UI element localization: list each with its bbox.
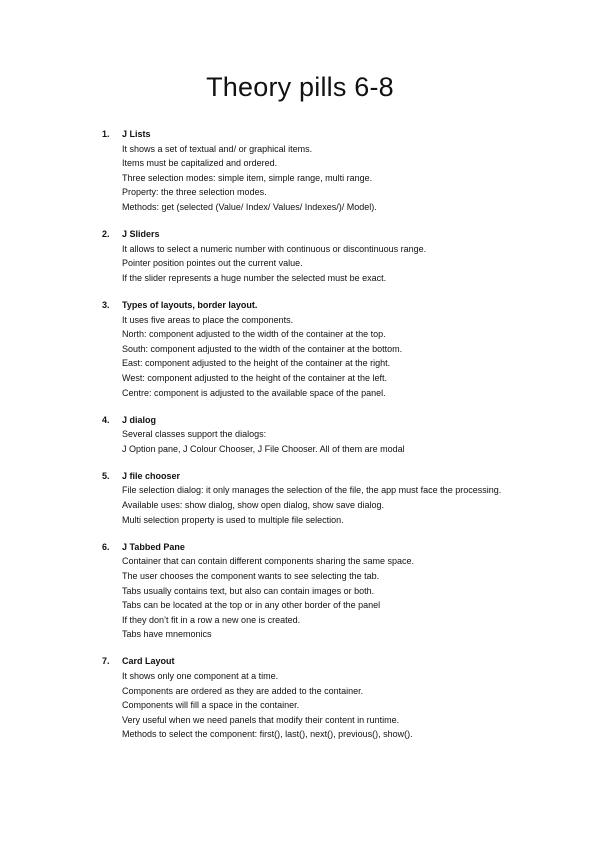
section-number: 7. xyxy=(102,656,110,667)
section-heading xyxy=(102,298,512,313)
section-number: 1. xyxy=(102,129,110,139)
text-line: Components will fill a space in the container. xyxy=(122,700,300,711)
section-number: 3. xyxy=(102,299,110,310)
text-line: It allows to select a numeric number with continuous or discontinuous range. xyxy=(122,243,427,254)
section-heading xyxy=(102,540,512,555)
text-line: Property: the three selection modes. xyxy=(122,187,267,198)
text-line: It shows a set of textual and/ or graphical items. xyxy=(122,143,313,154)
section-heading xyxy=(102,654,512,669)
text-line: North: component adjusted to the width of the container at the top. xyxy=(122,329,386,340)
section-title: J Tabbed Pane xyxy=(122,541,185,552)
section-title: Types of layouts, border layout. xyxy=(122,299,258,310)
text-line: Tabs have mnemonics xyxy=(122,629,212,640)
section-title: J dialog xyxy=(122,414,157,425)
text-line: Three selection modes: simple item, simple range, multi range. xyxy=(122,172,373,183)
text-line: South: component adjusted to the width of the container at the bottom. xyxy=(122,343,403,354)
text-line: If the slider represents a huge number the selected must be exact. xyxy=(122,272,387,283)
text-line: It uses five areas to place the components. xyxy=(122,314,294,325)
text-line: J Option pane, J Colour Chooser, J File Chooser. All of them are modal xyxy=(122,443,405,454)
text-line: If they don’t fit in a row a new one is created. xyxy=(122,614,301,625)
page-title: Theory pills 6-8 xyxy=(206,72,394,102)
text-line: Tabs usually contains text, but also can contain images or both. xyxy=(122,585,375,596)
text-line: Multi selection property is used to multiple file selection. xyxy=(122,514,344,525)
section-title: J Sliders xyxy=(122,229,160,240)
text-line: Centre: component is adjusted to the available space of the panel. xyxy=(122,387,386,398)
section-list xyxy=(102,127,512,754)
section-j-lists xyxy=(102,127,512,215)
section-j-dialog xyxy=(102,413,512,457)
text-line: Pointer position pointes out the current value. xyxy=(122,258,303,269)
section-heading xyxy=(102,469,512,484)
text-line: It shows only one component at a time. xyxy=(122,671,279,681)
section-number: 4. xyxy=(102,414,110,425)
text-line: The user chooses the component wants to see selecting the tab. xyxy=(122,570,380,581)
section-heading xyxy=(102,413,512,428)
section-number: 6. xyxy=(102,541,110,552)
text-line: Container that can contain different components sharing the same space. xyxy=(122,556,415,567)
section-j-sliders xyxy=(102,227,512,285)
text-line: Very useful when we need panels that modify their content in runtime. xyxy=(122,714,400,725)
section-title: J Lists xyxy=(122,129,151,139)
text-line: Components are ordered as they are added to the container. xyxy=(122,685,364,696)
text-line: Items must be capitalized and ordered. xyxy=(122,158,278,169)
section-j-tabbed-pane xyxy=(102,540,512,642)
text-line: File selection dialog: it only manages the selection of the file, the app must face the processing. xyxy=(122,485,502,496)
text-line: Methods to select the component: first(), last(), next(), previous(), show(). xyxy=(122,729,413,740)
section-heading xyxy=(102,127,512,142)
section-j-file-chooser xyxy=(102,469,512,527)
text-line: Available uses: show dialog, show open dialog, show save dialog. xyxy=(122,500,385,511)
section-border-layout xyxy=(102,298,512,400)
section-number: 2. xyxy=(102,229,110,240)
section-title: Card Layout xyxy=(122,656,175,667)
text-line: Tabs can be located at the top or in any other border of the panel xyxy=(122,600,381,611)
section-title: J file chooser xyxy=(122,470,181,481)
text-line: Several classes support the dialogs: xyxy=(122,429,267,440)
section-number: 5. xyxy=(102,470,110,481)
text-line: West: component adjusted to the height of the container at the left. xyxy=(122,372,388,383)
text-line: East: component adjusted to the height of the container at the right. xyxy=(122,358,391,369)
section-heading xyxy=(102,227,512,242)
text-line: Methods: get (selected (Value/ Index/ Values/ Indexes/)/ Model). xyxy=(122,201,377,212)
section-card-layout xyxy=(102,654,512,742)
